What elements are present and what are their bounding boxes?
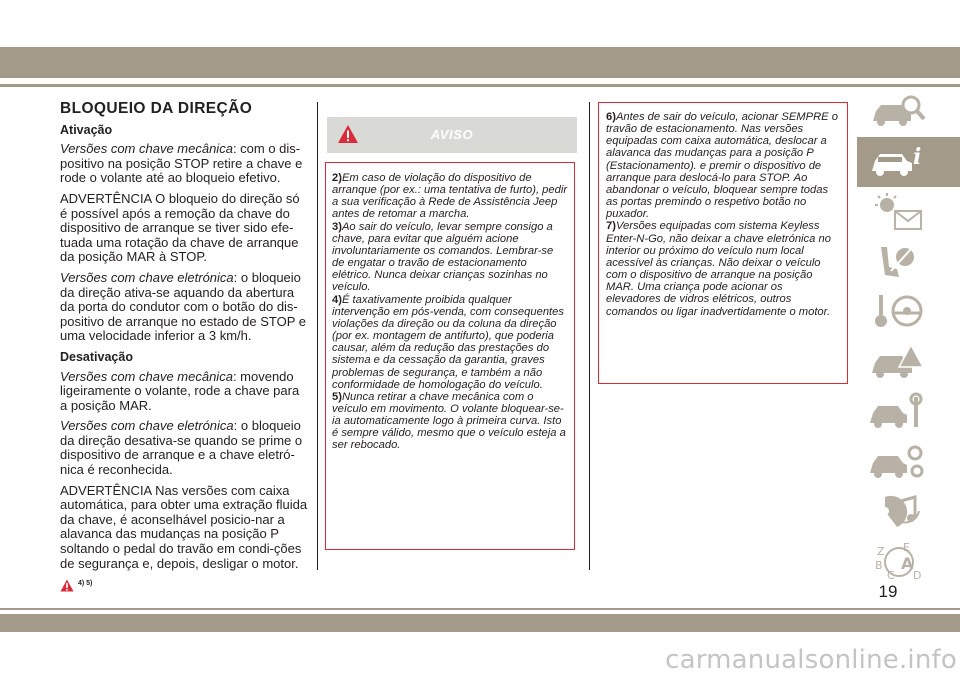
paragraph <box>60 370 310 414</box>
item-text: Versões equipadas com sistema Keyless Enter-N-Go, não deixar a chave eletrónica no interior ou próximo do veículo num local acessível às crianças. Não deixar o veículo com o dispositivo de arranque na posição MAR. Uma criança pode acionar os elevadores de vidros elétricos, outros comandos ou ligar inadvertidamente o motor. <box>606 220 831 318</box>
svg-text:Z: Z <box>877 545 885 558</box>
sidebar-tab-safety[interactable] <box>857 237 960 287</box>
lead-text: Versões com chave eletrónica <box>60 418 234 434</box>
page-number: 19 <box>878 582 898 601</box>
warning-reference <box>60 577 310 592</box>
svg-text:E: E <box>903 541 910 554</box>
car-gears-icon <box>867 441 929 483</box>
svg-text:B: B <box>875 559 883 572</box>
warning-continuation-box <box>598 102 848 384</box>
paragraph: ADVERTÊNCIA Nas versões com caixa automática, para obter uma extração fluida da chave, é aconselhável posicio-nar a alavanca das mudanças na posição P soltando o pedal do travão em condi-ções de segurança e, depois, desligar o motor. <box>60 482 308 571</box>
sidebar-tab-overview[interactable] <box>857 87 960 137</box>
footer-rule <box>0 608 960 610</box>
item-text: É taxativamente proibida qualquer intervenção em pós-venda, com consequentes violações da direção ou da coluna da direção (por ex. montagem de antifurto), que poderia causar, além da redução das prestações do sistema e da cessação da garantia, graves problemas de segurança, e também a não conformidade de homologação do veículo. <box>332 293 564 391</box>
lead-text: Versões com chave mecânica <box>60 368 233 384</box>
index-icon <box>867 541 929 583</box>
sidebar-tab-maintenance[interactable] <box>857 387 960 437</box>
car-search-icon <box>867 91 929 133</box>
svg-text:C: C <box>887 569 895 582</box>
sidebar-tab-emergency[interactable] <box>857 337 960 387</box>
aviso-box <box>325 162 575 550</box>
airbag-seat-icon <box>867 241 929 283</box>
warning-item <box>332 391 568 452</box>
item-number: 7) <box>606 220 616 233</box>
svg-text:A: A <box>901 554 914 573</box>
multimedia-icon <box>867 491 929 533</box>
body-text: : o bloqueio da direção desativa-se quando se prime o dispositivo de arranque e a chave eletró-nica é reconhecida. <box>60 418 303 478</box>
sidebar-tab-driving[interactable] <box>857 287 960 337</box>
body-text: : movendo ligeiramente o volante, rode a chave para a posição MAR. <box>60 368 300 413</box>
aviso-title: AVISO <box>430 127 474 142</box>
header-rule <box>0 84 960 87</box>
body-text: : o bloqueio da direção ativa-se aquando da abertura da porta do condutor com o botão do dis-positivo de arranque no estado de STOP e uma velocidade inferior a 3 km/h. <box>60 269 306 344</box>
warning-item <box>332 172 568 221</box>
paragraph: ADVERTÊNCIA O bloqueio do direção só é possível após a remoção da chave do dispositivo de arranque se tiver sido efe-tuada uma rotação da chave de arranque da posição MAR à STOP. <box>60 190 300 265</box>
paragraph <box>60 419 310 477</box>
item-number: 6) <box>606 111 616 123</box>
sidebar-tab-multimedia[interactable] <box>857 487 960 537</box>
svg-text:D: D <box>913 569 922 582</box>
lead-text: Versões com chave mecânica <box>60 141 233 157</box>
sidebar-tab-technical-data[interactable] <box>857 437 960 487</box>
subheading-desativacao: Desativação <box>60 349 133 364</box>
footer-band <box>0 614 960 632</box>
sidebar-tab-vehicle[interactable] <box>857 137 960 187</box>
item-number: 5) <box>332 390 342 403</box>
warning-triangle-icon <box>60 579 74 592</box>
sidebar-tab-index[interactable] <box>857 537 960 587</box>
warning-item <box>332 221 568 294</box>
paragraph <box>60 142 310 186</box>
item-text: Ao sair do veículo, levar sempre consigo a chave, para evitar que alguém acione involuntariamente os comandos. Lembrar-se de engatar o travão de estacionamento elétrico. Nunca deixar crianças sozinhas no veículo. <box>332 220 554 294</box>
steering-key-icon <box>867 291 929 333</box>
warning-item <box>606 220 840 317</box>
sidebar-tab-dashboard[interactable] <box>857 187 960 237</box>
aviso-header <box>327 117 577 153</box>
item-number: 3) <box>332 220 342 233</box>
watermark: carmanualsonline.info <box>665 645 957 675</box>
body-text: : com o dis-positivo na posição STOP retire a chave e rode o volante até ao bloqueio efetivo. <box>60 141 303 186</box>
dashboard-lights-icon <box>867 191 929 233</box>
lead-text: Versões com chave eletrónica <box>60 269 234 285</box>
subheading-ativacao: Ativação <box>60 122 113 137</box>
item-number: 4) <box>332 293 342 306</box>
left-column <box>60 102 310 592</box>
car-info-icon <box>867 141 929 183</box>
warning-item <box>332 294 568 391</box>
item-number: 2) <box>332 172 342 184</box>
chapter-sidebar <box>857 87 960 607</box>
warning-refs: 4) 5) <box>78 580 93 588</box>
section-title: BLOQUEIO DA DIREÇÃO <box>60 100 253 117</box>
svg-text:i: i <box>913 144 922 170</box>
column-divider <box>589 102 590 570</box>
column-divider <box>317 102 318 570</box>
car-warning-icon <box>867 341 929 383</box>
paragraph <box>60 271 310 344</box>
item-text: Nunca retirar a chave mecânica com o veículo em movimento. O volante bloquear-se-ia automaticamente logo à primeira curva. Isto é sempre válido, mesmo que o veículo esteja a ser rebocado. <box>332 390 566 452</box>
warning-item <box>606 111 840 220</box>
item-text: Em caso de violação do dispositivo de arranque (por ex.: uma tentativa de furto), pedir a sua verificação à Rede de Assistência Jeep antes de retomar a marcha. <box>332 172 568 221</box>
header-band <box>0 47 960 78</box>
item-text: Antes de sair do veículo, acionar SEMPRE o travão de estacionamento. Nas versões equipadas com caixa automática, deslocar a alavanca das mudanças para a posição P (Estacionamento). e premir o dispositivo de arranque para deslocá-lo para STOP. Ao abandonar o veículo, bloquear sempre todas as portas premindo o respetivo botão no puxador. <box>606 111 838 221</box>
car-tools-icon <box>867 391 929 433</box>
